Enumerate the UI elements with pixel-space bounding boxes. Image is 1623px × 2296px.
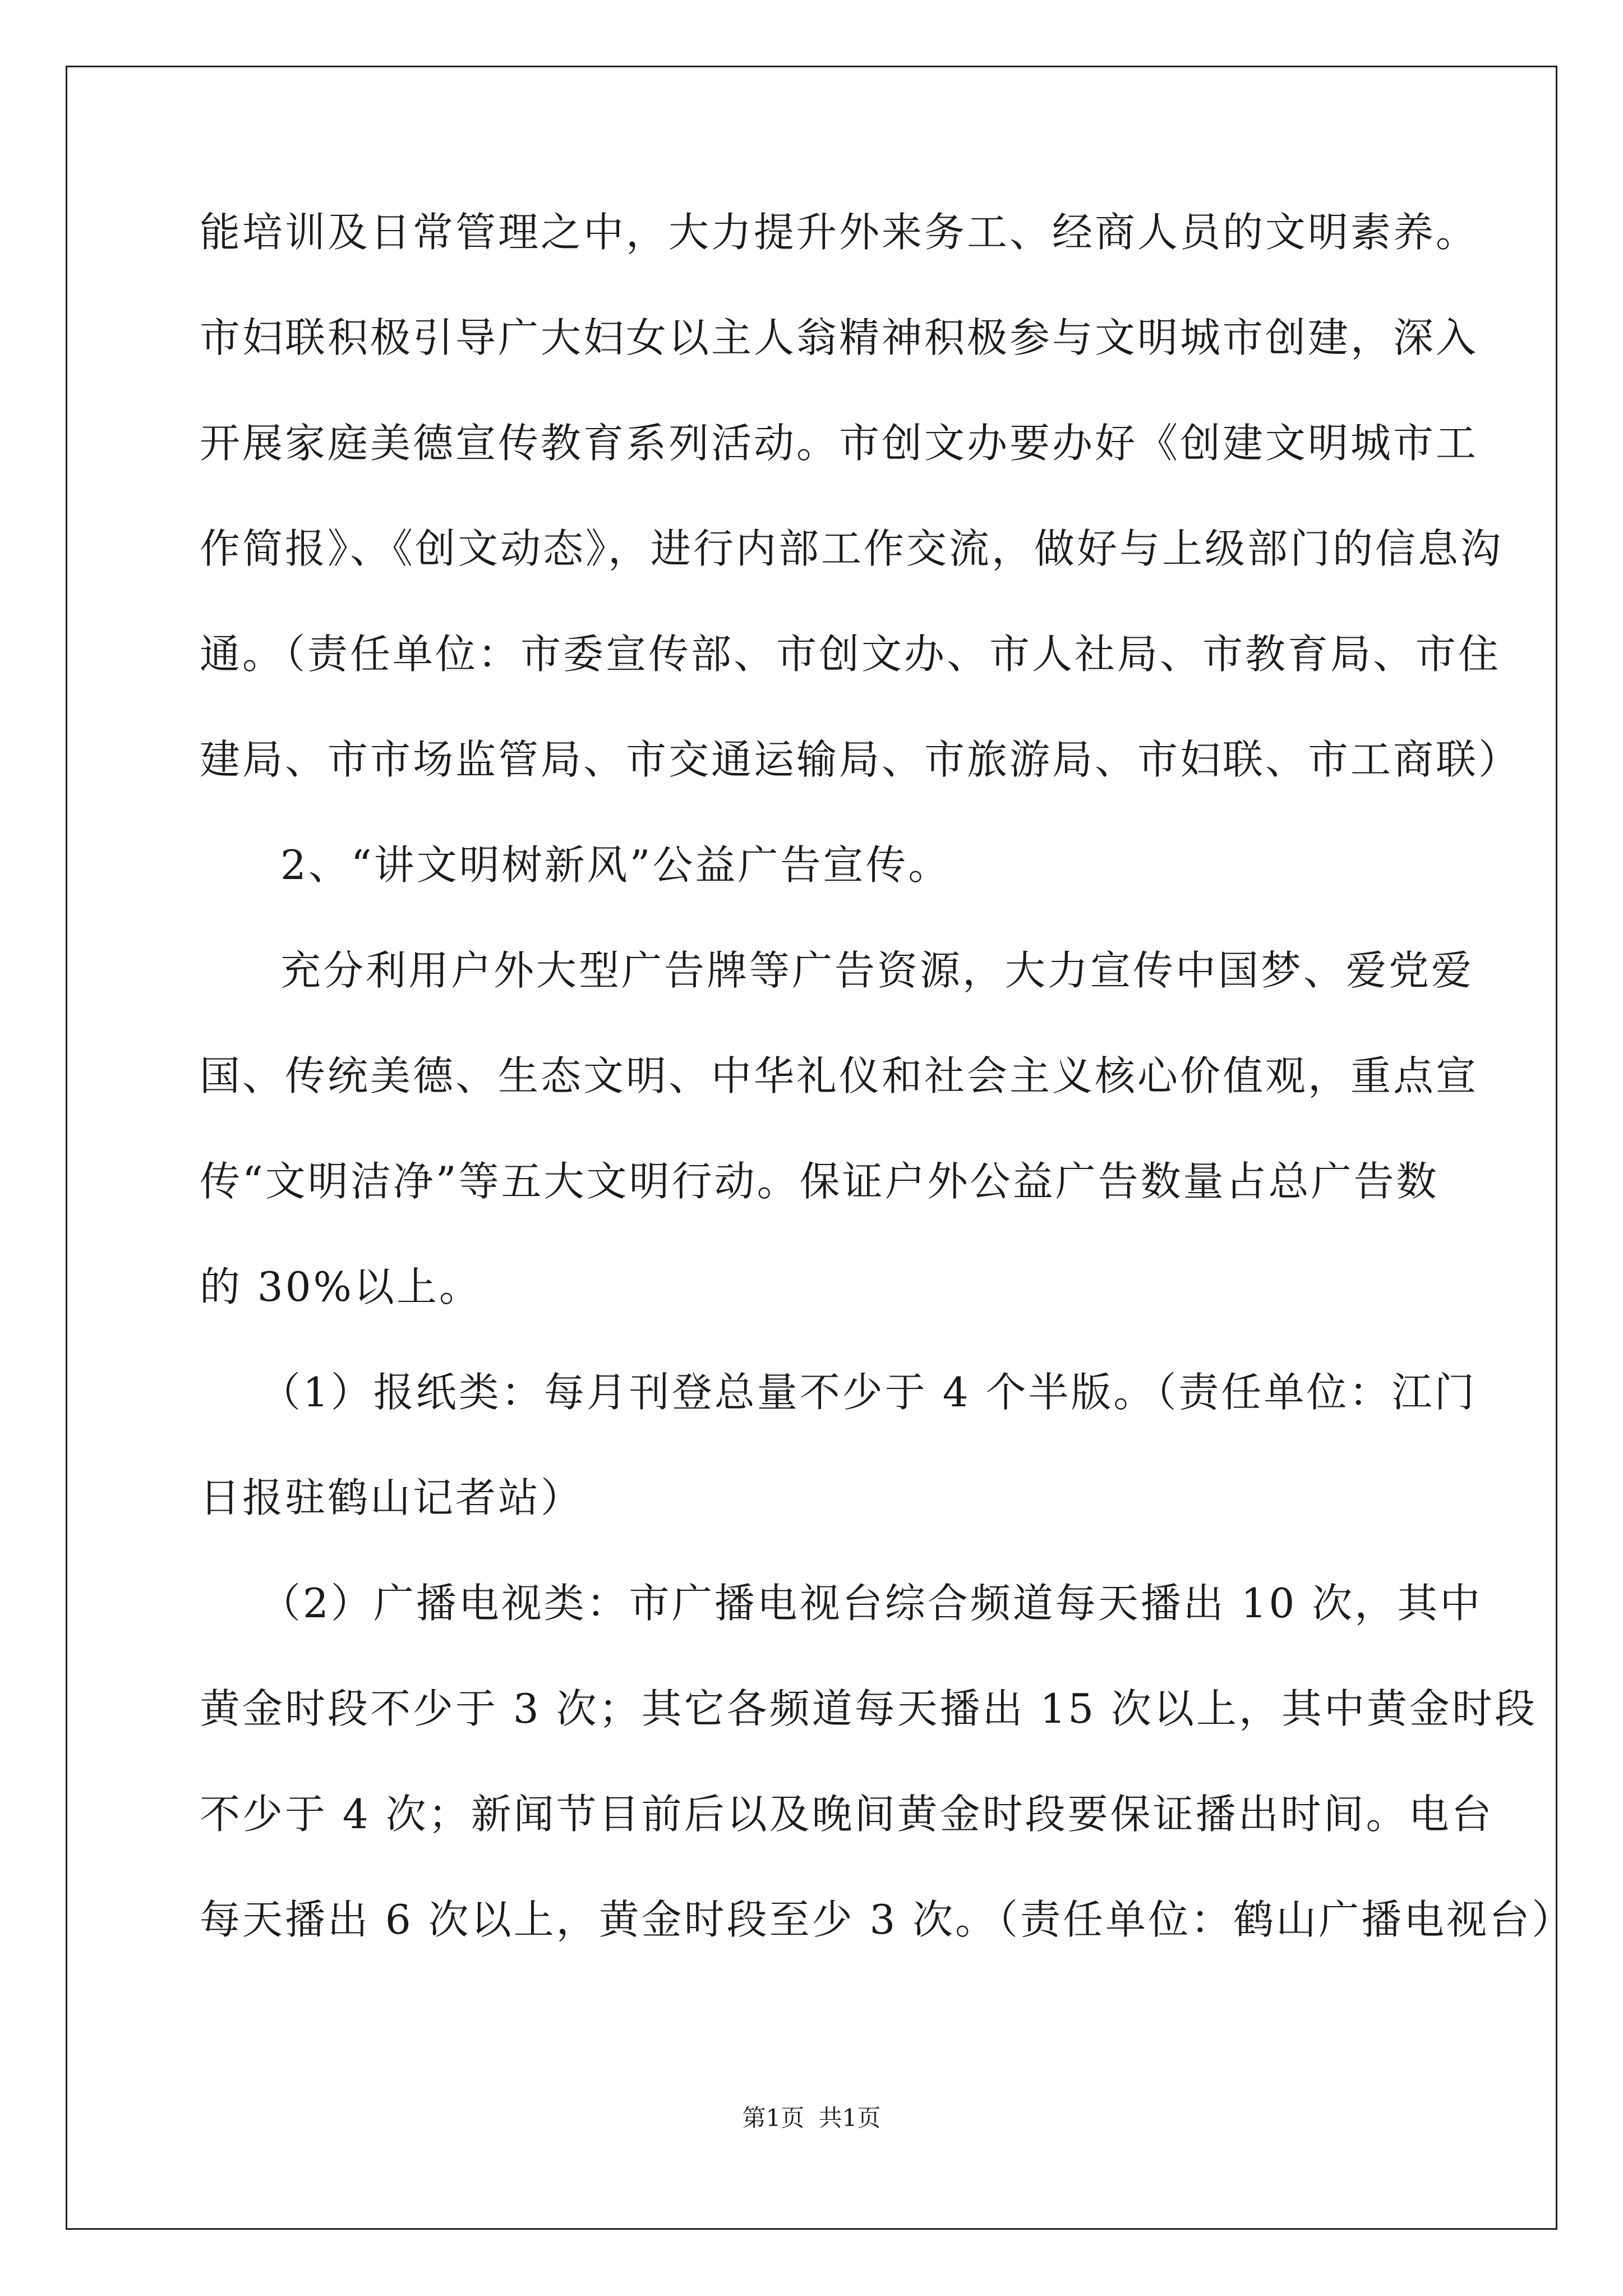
text-line: 充分利用户外大型广告牌等广告资源，大力宣传中国梦、爱党爱	[280, 947, 1474, 994]
page-total: 共1页	[818, 2104, 881, 2132]
text-line: 传“文明洁净”等五大文明行动。保证户外公益广告数量占总广告数	[200, 1158, 1439, 1205]
text-line: 开展家庭美德宣传教育系列活动。市创文办要办好《创建文明城市工	[200, 420, 1479, 467]
text-line: 国、传统美德、生态文明、中华礼仪和社会主义核心价值观，重点宣	[200, 1052, 1479, 1099]
text-line: 建局、市市场监管局、市交通运输局、市旅游局、市妇联、市工商联）	[200, 736, 1521, 783]
text-line: 能培训及日常管理之中，大力提升外来务工、经商人员的文明素养。	[200, 209, 1479, 256]
page-number: 第1页	[742, 2104, 805, 2132]
text-line: （2）广播电视类：市广播电视台综合频道每天播出 10 次，其中	[260, 1580, 1483, 1627]
text-line: 黄金时段不少于 3 次；其它各频道每天播出 15 次以上，其中黄金时段	[200, 1685, 1537, 1732]
text-line: 的 30%以上。	[200, 1263, 482, 1310]
text-line: 不少于 4 次；新闻节目前后以及晚间黄金时段要保证播出时间。电台	[200, 1791, 1494, 1838]
text-line: 日报驻鹤山记者站）	[200, 1474, 584, 1521]
text-line: 市妇联积极引导广大妇女以主人翁精神积极参与文明城市创建，深入	[200, 314, 1479, 361]
text-line: 作简报》、《创文动态》，进行内部工作交流，做好与上级部门的信息沟	[200, 525, 1504, 572]
text-line: 每天播出 6 次以上，黄金时段至少 3 次。（责任单位：鹤山广播电视台）	[200, 1896, 1575, 1943]
text-line: （1）报纸类：每月刊登总量不少于 4 个半版。（责任单位：江门	[260, 1369, 1477, 1416]
section-heading: 2、“讲文明树新风”公益广告宣传。	[280, 841, 951, 889]
page-footer	[0, 2106, 1623, 2130]
text-line: 通。（责任单位：市委宣传部、市创文办、市人社局、市教育局、市住	[200, 631, 1501, 678]
